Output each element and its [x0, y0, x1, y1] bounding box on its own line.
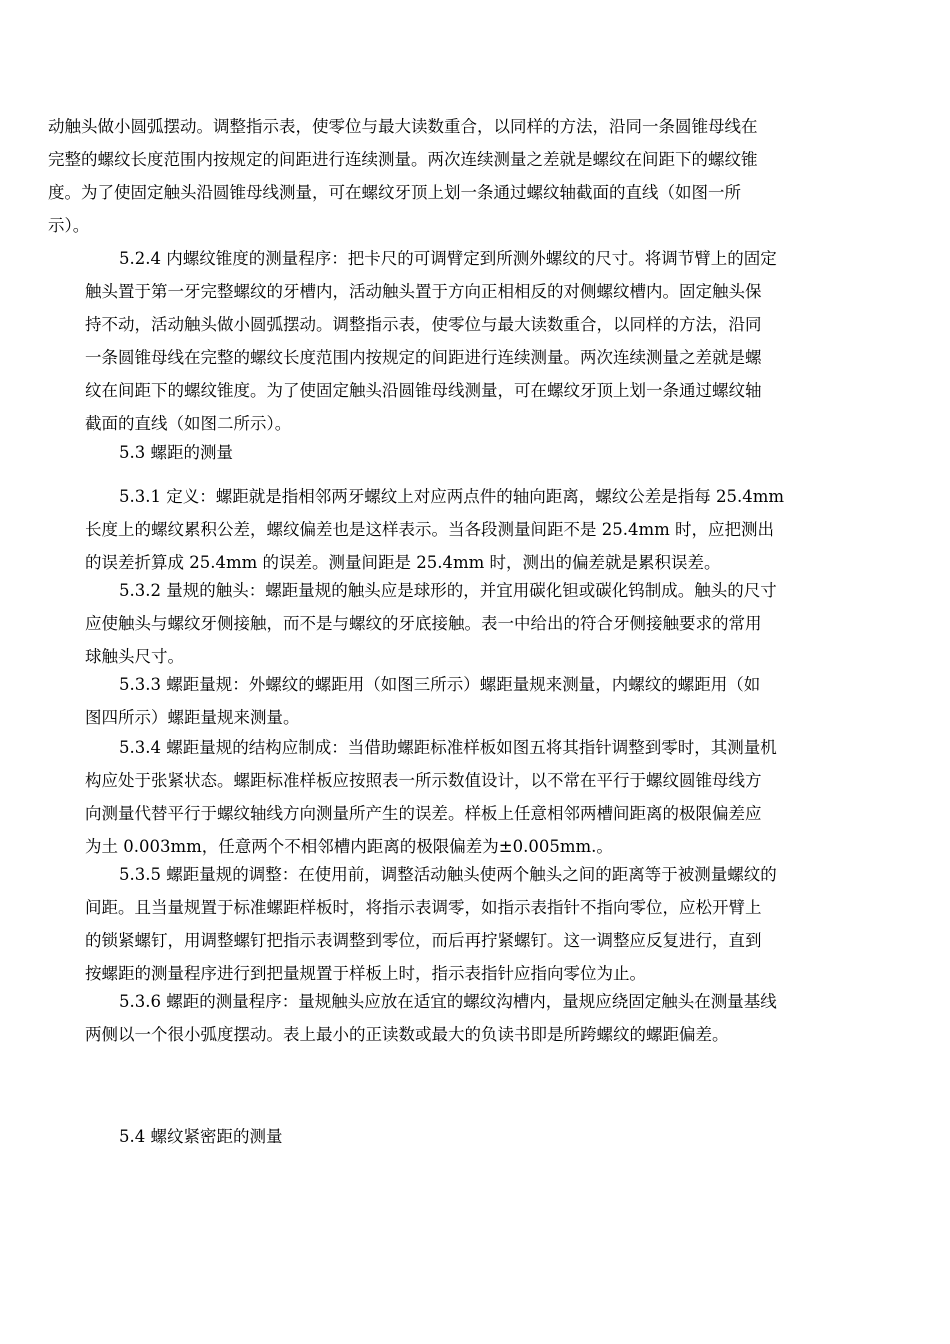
- text-line: 动触头做小圆弧摆动。调整指示表，使零位与最大读数重合，以同样的方法，沿同一条圆锥母线在: [48, 117, 758, 136]
- text-line: 5.2.4 内螺纹锥度的测量程序：把卡尺的可调臂定到所测外螺纹的尺寸。将调节臂上的固定: [119, 249, 777, 268]
- text-line: 为土 0.003mm，任意两个不相邻槽内距离的极限偏差为±0.005mm.。: [85, 837, 613, 856]
- paragraph-5-3-2: [85, 574, 777, 673]
- text-line: 一条圆锥母线在完整的螺纹长度范围内按规定的间距进行连续测量。两次连续测量之差就是螺: [85, 348, 762, 367]
- text-line: 5.3.6 螺距的测量程序：量规触头应放在适宜的螺纹沟槽内，量规应绕固定触头在测量基线: [119, 992, 777, 1011]
- paragraph-5-3-6: [85, 985, 777, 1051]
- text-line: 按螺距的测量程序进行到把量规置于样板上时，指示表指针应指向零位为止。: [85, 964, 646, 983]
- text-line: 5.3.5 螺距量规的调整：在使用前，调整活动触头使两个触头之间的距离等于被测量螺纹的: [119, 865, 777, 884]
- heading-text: 5.4 螺纹紧密距的测量: [119, 1127, 283, 1146]
- text-line: 长度上的螺纹累积公差，螺纹偏差也是这样表示。当各段测量间距不是 25.4mm 时，应把测出: [85, 520, 775, 539]
- text-line: 两侧以一个很小弧度摆动。表上最小的正读数或最大的负读书即是所跨螺纹的螺距偏差。: [85, 1025, 729, 1044]
- text-line: 持不动，活动触头做小圆弧摆动。调整指示表，使零位与最大读数重合，以同样的方法，沿同: [85, 315, 762, 334]
- paragraph-5-3-4: [85, 731, 777, 863]
- paragraph-5-3-1: [85, 480, 784, 579]
- text-line: 5.3.4 螺距量规的结构应制成：当借助螺距标准样板如图五将其指针调整到零时，其测量机: [119, 738, 777, 757]
- paragraph-5-3-3: [85, 668, 760, 734]
- text-line: 构应处于张紧状态。螺距标准样板应按照表一所示数值设计，以不常在平行于螺纹圆锥母线方: [85, 771, 762, 790]
- section-heading-5-4: [119, 1120, 283, 1153]
- paragraph-continuation: [48, 110, 758, 242]
- section-heading-5-3: [119, 436, 233, 469]
- text-line: 5.3.3 螺距量规：外螺纹的螺距用（如图三所示）螺距量规来测量，内螺纹的螺距用（如: [119, 675, 761, 694]
- text-line: 应使触头与螺纹牙侧接触，而不是与螺纹的牙底接触。表一中给出的符合牙侧接触要求的常用: [85, 614, 762, 633]
- text-line: 球触头尺寸。: [85, 647, 184, 666]
- text-line: 图四所示）螺距量规来测量。: [85, 708, 300, 727]
- text-line: 截面的直线（如图二所示）。: [85, 414, 292, 433]
- text-line: 示）。: [48, 216, 90, 235]
- text-line: 度。为了使固定触头沿圆锥母线测量，可在螺纹牙顶上划一条通过螺纹轴截面的直线（如图一所: [48, 183, 741, 202]
- heading-text: 5.3 螺距的测量: [119, 443, 233, 462]
- paragraph-5-3-5: [85, 858, 777, 990]
- text-line: 纹在间距下的螺纹锥度。为了使固定触头沿圆锥母线测量，可在螺纹牙顶上划一条通过螺纹轴: [85, 381, 762, 400]
- text-line: 5.3.1 定义：螺距就是指相邻两牙螺纹上对应两点件的轴向距离，螺纹公差是指每 25.4mm: [119, 487, 785, 506]
- text-line: 的误差折算成 25.4mm 的误差。测量间距是 25.4mm 时，测出的偏差就是累积误差。: [85, 553, 721, 572]
- text-line: 间距。且当量规置于标准螺距样板时，将指示表调零，如指示表指针不指向零位，应松开臂上: [85, 898, 762, 917]
- paragraph-5-2-4: [85, 242, 777, 440]
- text-line: 触头置于第一牙完整螺纹的牙槽内，活动触头置于方向正相相反的对侧螺纹槽内。固定触头保: [85, 282, 762, 301]
- text-line: 5.3.2 量规的触头：螺距量规的触头应是球形的，并宜用碳化钽或碳化钨制成。触头的尺寸: [119, 581, 777, 600]
- text-line: 的锁紧螺钉，用调整螺钉把指示表调整到零位，而后再拧紧螺钉。这一调整应反复进行，直到: [85, 931, 762, 950]
- text-line: 完整的螺纹长度范围内按规定的间距进行连续测量。两次连续测量之差就是螺纹在间距下的螺纹锥: [48, 150, 758, 169]
- text-line: 向测量代替平行于螺纹轴线方向测量所产生的误差。样板上任意相邻两槽间距离的极限偏差应: [85, 804, 762, 823]
